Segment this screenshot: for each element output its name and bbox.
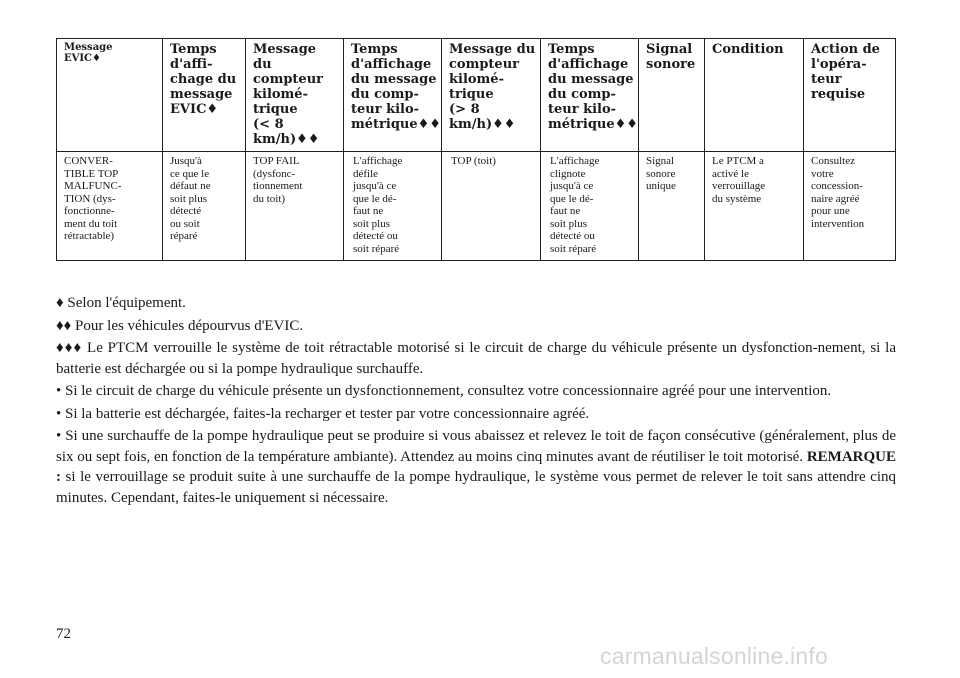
header-required-action: Action de l'opéra- teur requise [804,39,896,152]
bullet-pump-overheat-remark: si le verrouillage se produit suite à une surchauffe de la pompe hydraulique, le système vous permet de relever le toit sans attendre cinq minutes. Cependant, faites-le uniquement si nécessaire. [56,469,896,506]
bullet-charging-circuit: • Si le circuit de charge du véhicule présente un dysfonctionnement, consultez votre concessionnaire agréé pour une intervention. [56,383,832,399]
footnotes [56,293,896,510]
bullet-pump-overheat [56,426,896,508]
footnote-equipment: ♦ Selon l'équipement. [56,295,186,311]
cell-odometer-message-slow: TOP FAIL (dysfonc- tionnement du toit) [246,152,344,261]
cell-odometer-message-fast: TOP (toit) [442,152,541,261]
cell-condition: Le PTCM a activé le verrouillage du système [705,152,804,261]
cell-odometer-display-time-fast: L'affichage clignote jusqu'à ce que le dé- faut ne soit plus détecté ou soit réparé [541,152,639,261]
header-sound-signal: Signal sonore [639,39,705,152]
bullet-battery: • Si la batterie est déchargée, faites-la recharger et tester par votre concessionnaire agréé. [56,405,590,422]
cell-odometer-display-time-slow: L'affichage défile jusqu'à ce que le dé- faut ne soit plus détecté ou soit réparé [344,152,442,261]
header-odometer-display-time-slow: Temps d'affichage du message du comp- teur kilo- métrique♦♦ [344,39,442,152]
cell-evic-display-time: Jusqu'à ce que le défaut ne soit plus détecté ou soit réparé [163,152,246,261]
cell-sound-signal: Signal sonore unique [639,152,705,261]
header-evic-display-time: Temps d'affi- chage du message EVIC♦ [163,39,246,152]
remark-label: REMARQUE : [56,448,896,485]
cell-required-action: Consultez votre concession- naire agréé pour une intervention [804,152,896,261]
cell-message-evic: CONVER- TIBLE TOP MALFUNC- TION (dys- fonctionne- ment du toit rétractable) [57,152,163,261]
footnote-no-evic: ♦♦ Pour les véhicules dépourvus d'EVIC. [56,317,304,334]
table-row [57,152,896,261]
header-condition: Condition [705,39,804,152]
header-odometer-message-fast: Message du compteur kilomé- trique (> 8 km/h)♦♦ [442,39,541,152]
message-table [56,38,896,261]
watermark: carmanualsonline.info [600,643,828,669]
page-number: 72 [56,626,71,642]
header-odometer-display-time-fast: Temps d'affichage du message du comp- teur kilo- métrique♦♦ [541,39,639,152]
table-header-row [57,39,896,152]
footnote-ptcm-lock: ♦♦♦ Le PTCM verrouille le système de toit rétractable motorisé si le circuit de charge du véhicule présente un dysfonction-nement, si la batterie est déchargée ou si la pompe hydraulique surchauffe. [56,340,896,377]
header-odometer-message-slow: Message du compteur kilomé- trique (< 8 km/h)♦♦ [246,39,344,152]
bullet-pump-overheat-text: • Si une surchauffe de la pompe hydraulique peut se produire si vous abaissez et relevez le toit de façon consécutive (généralement, plus de six ou sept fois, en fonction de la température ambiante). Attendez au moins cinq minutes avant de réutiliser le toit motorisé. [56,428,896,465]
header-message-evic: Message EVIC♦ [57,39,163,152]
